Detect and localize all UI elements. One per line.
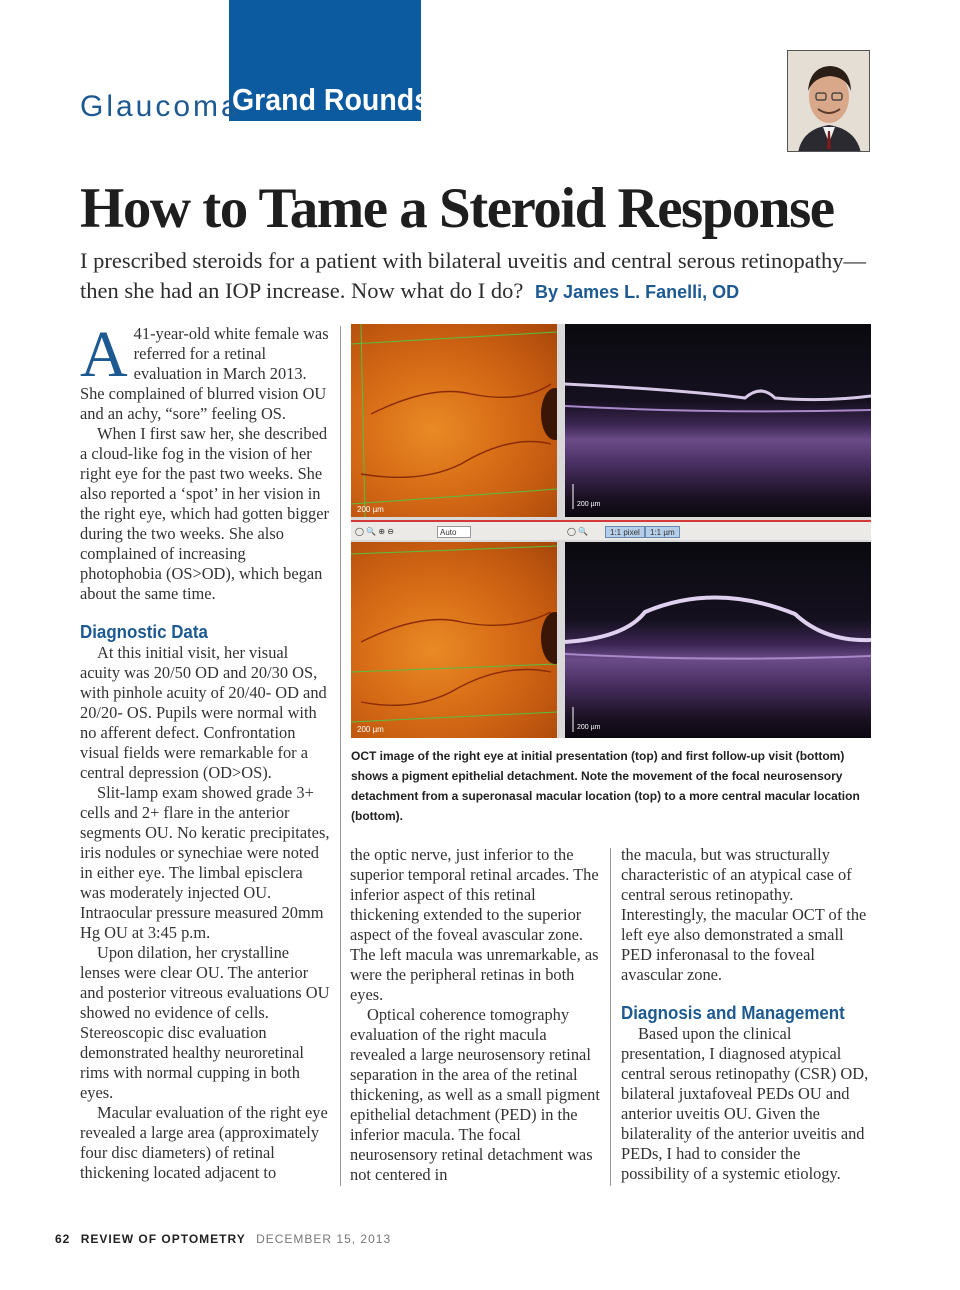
- zoom-icon[interactable]: ◯ 🔍: [567, 527, 589, 536]
- deck-text: I prescribed steroids for a patient with bilateral uveitis and central serous retinopathy—then she had an IOP increase. Now what do I do?: [80, 248, 866, 303]
- paragraph: When I first saw her, she described a cloud-like fog in the vision of her right eye for the past two weeks. She also reported a ‘spot’ in her vision in the right eye, which had gotten bigger during the two weeks. She also complained of increasing photophobia (OS>OD), which began about the same time.: [80, 424, 329, 603]
- article-title: How to Tame a Steroid Response: [80, 177, 834, 240]
- article-deck: [80, 246, 880, 307]
- micron-ratio-button[interactable]: 1:1 µm: [645, 526, 680, 538]
- paragraph-text: 41-year-old white female was referred for a retinal evaluation in March 2013. She complained of blurred vision OU and an achy, “sore” feeling OS.: [80, 324, 329, 423]
- figure-caption: OCT image of the right eye at initial presentation (top) and first follow-up visit (bottom) shows a pigment epithelial detachment. Note the movement of the focal neurosensory detachment from a superonasal macular location (top) to a more central macular location (bottom).: [351, 749, 860, 823]
- paragraph: Macular evaluation of the right eye revealed a large area (approximately four disc diameters) of retinal thickening located adjacent to: [80, 1103, 328, 1182]
- section-tag: [80, 84, 251, 122]
- column-rule: [340, 326, 341, 1186]
- oct-scan-bottom: [565, 542, 871, 738]
- drop-cap: A: [80, 318, 128, 391]
- scale-label: 200 µm: [357, 725, 384, 734]
- viewer-toolbar: [351, 520, 871, 540]
- section-tag-bold: Grand Rounds: [232, 82, 431, 117]
- issue-date: DECEMBER 15, 2013: [256, 1232, 392, 1246]
- zoom-select[interactable]: Auto: [437, 526, 471, 538]
- scale-label: 200 µm: [357, 505, 384, 514]
- paragraph: the macula, but was structurally characteristic of an atypical case of central serous retinopathy. Interestingly, the macular OCT of the left eye also demonstrated a small PED inferonasal to the foveal avascular zone.: [621, 845, 867, 984]
- paragraph: [80, 318, 330, 424]
- column-1: [80, 318, 330, 1183]
- paragraph: Based upon the clinical presentation, I diagnosed atypical central serous retinopathy (CSR) OD, bilateral juxtafoveal PEDs OU and anterior uveitis OU. Given the bilaterality of the anterior uveitis and PEDs, I had to consider the possibility of a systemic etiology.: [621, 1024, 869, 1183]
- paragraph: At this initial visit, her visual acuity was 20/50 OD and 20/30 OS, with pinhole acuity of 20/40- OD and 20/20- OS. Pupils were normal with no afferent defect. Confrontation visual fields were remarkable for a central depression (OD>OS).: [80, 643, 327, 782]
- pixel-ratio-button[interactable]: 1:1 pixel: [605, 526, 645, 538]
- column-3: [621, 845, 871, 1184]
- scale-label: 200 µm: [577, 724, 601, 731]
- column-rule: [610, 848, 611, 1186]
- section-tag-light: Glaucoma: [80, 90, 241, 123]
- subhead-diagnostic-data: Diagnostic Data: [80, 622, 208, 642]
- scale-label: 200 µm: [577, 501, 601, 508]
- zoom-icon[interactable]: ◯ 🔍 ⊕ ⊖: [355, 527, 394, 536]
- magazine-name: REVIEW OF OPTOMETRY: [80, 1232, 246, 1246]
- paragraph: Optical coherence tomography evaluation of the right macula revealed a large neurosensory retinal separation in the area of the retinal thickening, as well as a small pigment epithelial detachment (PED) in the inferior macula. The focal neurosensory retinal detachment was not centered in: [350, 1005, 600, 1184]
- fundus-image-top: [351, 324, 557, 517]
- fundus-image-bottom: [351, 542, 557, 738]
- paragraph: Slit-lamp exam showed grade 3+ cells and 2+ flare in the anterior segments OU. No keratic precipitates, iris nodules or synechiae were noted in either eye. The limbal episclera was moderately injected OU. Intraocular pressure measured 20mm Hg OU at 3:45 p.m.: [80, 783, 330, 942]
- oct-figure: [351, 324, 871, 738]
- page-number: 62: [55, 1232, 71, 1246]
- subhead-diagnosis-management: Diagnosis and Management: [621, 1003, 845, 1023]
- oct-scan-top: [565, 324, 871, 517]
- page-footer: [55, 1232, 391, 1246]
- byline: By James L. Fanelli, OD: [535, 282, 740, 302]
- paragraph: Upon dilation, her crystalline lenses were clear OU. The anterior and posterior vitreous evaluations OU showed no evidence of cells. Stereoscopic disc evaluation demonstrated healthy neuroretinal rims with normal cupping in both eyes.: [80, 943, 330, 1102]
- paragraph: the optic nerve, just inferior to the superior temporal retinal arcades. The inferior aspect of this retinal thickening extended to the superior aspect of the foveal avascular zone. The left macula was unremarkable, as were the peripheral retinas in both eyes.: [350, 845, 599, 1004]
- column-2: [350, 845, 600, 1185]
- author-photo: [787, 50, 870, 152]
